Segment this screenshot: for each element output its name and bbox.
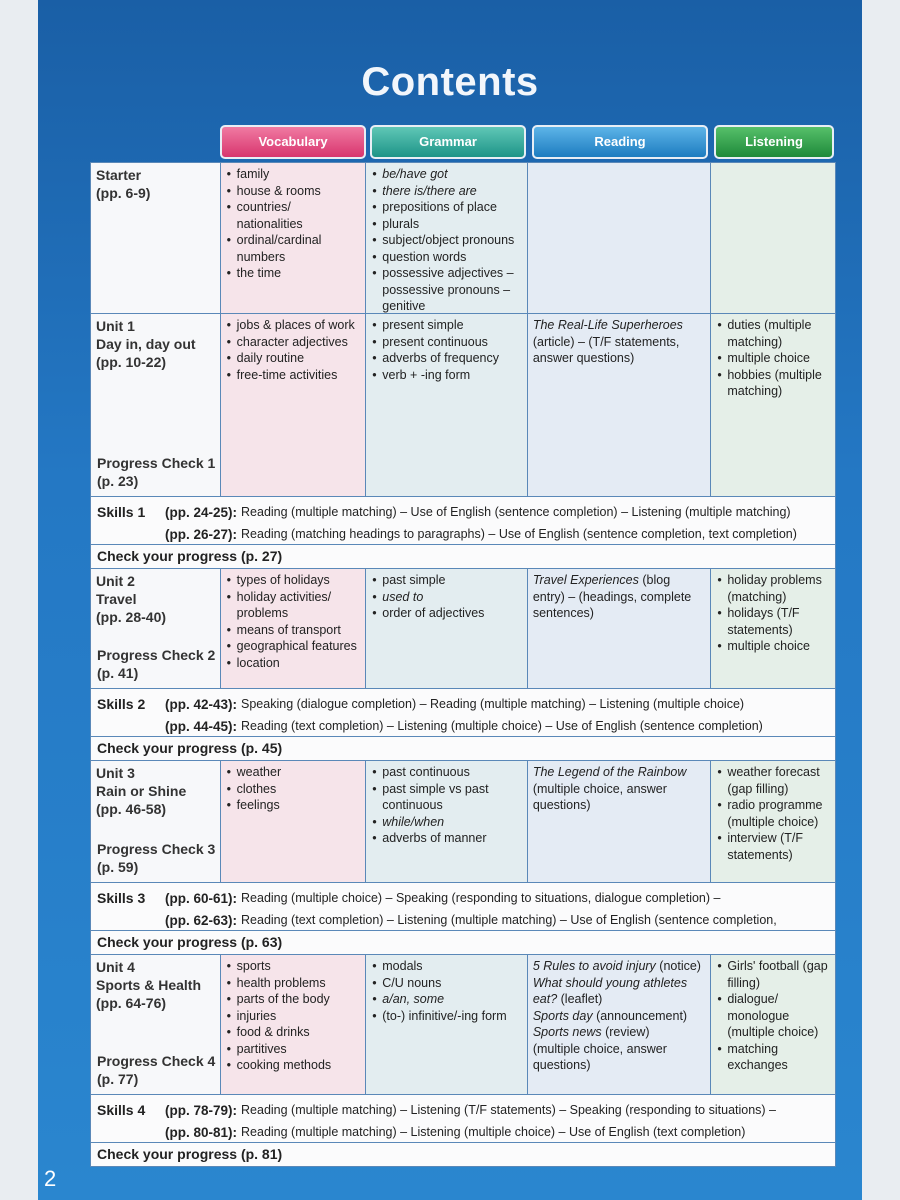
progress-check-label: Progress Check 2 [97,647,216,663]
list-item: • while/when [371,814,522,831]
skills-3-row [90,882,836,930]
reading-cell [528,163,712,313]
unit-name: Travel [96,591,137,607]
skills-pages: (pp. 26-27): [165,526,238,542]
unit-pages: (pp. 10-22) [96,354,167,370]
reading-desc: (review) [601,1025,650,1039]
list-item: • holidays (T/F statements) [716,605,830,638]
progress-check-page: (p. 23) [97,473,139,489]
unit-cell [91,314,221,496]
reading-cell [528,955,712,1094]
row-unit-2 [90,568,836,688]
skills-pages: (pp. 78-79): [165,1102,238,1118]
reading-title: Sports news [532,1025,602,1039]
list-item: • types of holidays [226,572,361,589]
list-item: • daily routine [226,350,361,367]
list-item: • character adjectives [226,334,361,351]
list-item: • interview (T/F statements) [716,830,830,863]
unit-name: Day in, day out [96,336,196,352]
progress-check-label: Progress Check 1 [97,455,216,471]
list-item: • location [226,655,361,672]
skills-4-row [90,1094,836,1142]
list-item: • matching exchanges [716,1041,830,1074]
row-starter [90,162,836,313]
list-item: • be/have got [371,166,522,183]
unit-cell [91,955,221,1094]
table-bottom-border [90,1166,836,1167]
list-item: • past simple [371,572,522,589]
list-item: • means of transport [226,622,361,639]
skills-pages: (pp. 80-81): [165,1124,238,1140]
reading-desc: (multiple choice, answer questions) [532,1041,667,1072]
reading-cell [528,569,712,688]
reading-title: Travel Experiences [532,573,639,587]
page-edge-left [0,0,38,1200]
grammar-cell [366,955,528,1094]
reading-desc: (announcement) [592,1008,688,1023]
reading-title: 5 Rules to avoid injury [532,959,656,973]
list-item: • geographical features [226,638,361,655]
list-item: • Girls' football (gap filling) [716,958,830,991]
list-item: • prepositions of place [371,199,522,216]
list-item: • clothes [226,781,361,798]
unit-title: Unit 1 [96,318,135,334]
skills-label: Skills 4 [97,1102,146,1118]
reading-title: What should young athletes eat? [532,975,688,1006]
unit-title: Unit 2 [96,573,135,589]
list-item: • verb + -ing form [371,367,522,384]
skills-pages: (pp. 62-63): [165,912,238,928]
page-edge-right [862,0,900,1200]
list-item: • hobbies (multiple matching) [716,367,830,400]
unit-title: Unit 4 [96,959,135,975]
reading-desc: (leaflet) [557,992,603,1006]
list-item: • weather forecast (gap filling) [716,764,830,797]
list-item: • multiple choice [716,638,830,655]
list-item: • multiple choice [716,350,830,367]
check-progress-3: Check your progress (p. 63) [90,930,836,954]
unit-cell [91,569,221,688]
reading-cell [528,761,712,882]
reading-desc: (notice) [655,959,701,973]
skills-pages: (pp. 44-45): [165,718,238,734]
list-item: • jobs & places of work [226,317,361,334]
unit-cell [91,761,221,882]
skills-text: Speaking (dialogue completion) – Reading (multiple matching) – Listening (multiple choice) [241,697,745,711]
list-item: • parts of the body [226,991,361,1008]
unit-pages: (pp. 28-40) [96,609,167,625]
check-progress-2: Check your progress (p. 45) [90,736,836,760]
list-item: • feelings [226,797,361,814]
vocabulary-cell [221,314,367,496]
skills-label: Skills 3 [97,890,146,906]
grammar-cell [366,163,528,313]
list-item: • radio programme (multiple choice) [716,797,830,830]
skills-2-row [90,688,836,736]
list-item: • family [226,166,361,183]
check-progress-4: Check your progress (p. 81) [90,1142,836,1166]
progress-check [97,840,215,876]
contents-page [38,0,862,1200]
vocabulary-cell [221,955,367,1094]
list-item: • modals [371,958,522,975]
list-item: • free-time activities [226,367,361,384]
reading-cell [528,314,712,496]
unit-pages: (pp. 64-76) [96,995,167,1011]
vocabulary-cell [221,761,367,882]
header-reading: Reading [532,125,708,159]
list-item: • plurals [371,216,522,233]
listening-cell [711,955,835,1094]
header-listening: Listening [714,125,834,159]
list-item: • present simple [371,317,522,334]
list-item: • (to-) infinitive/-ing form [371,1008,522,1025]
list-item: • house & rooms [226,183,361,200]
list-item: • injuries [226,1008,361,1025]
grammar-cell [366,314,528,496]
list-item: • possessive adjectives – possessive pronouns – genitive [371,265,522,313]
list-item: • adverbs of manner [371,830,522,847]
list-item: • question words [371,249,522,266]
list-item: • cooking methods [226,1057,361,1074]
unit-title: Unit 3 [96,765,135,781]
reading-desc: (article) – (T/F statements, answer questions) [532,334,680,365]
list-item: • countries/ nationalities [226,199,361,232]
list-item: • the time [226,265,361,282]
progress-check-page: (p. 59) [97,859,139,875]
list-item: • partitives [226,1041,361,1058]
skills-pages: (pp. 24-25): [165,504,238,520]
reading-title: Sports day [532,1008,593,1023]
reading-desc: (blog entry) – (headings, complete sentences) [532,573,692,620]
list-item: • food & drinks [226,1024,361,1041]
progress-check [97,646,215,682]
listening-cell [711,569,835,688]
grammar-cell [366,569,528,688]
reading-title: The Real-Life Superheroes [532,318,683,332]
list-item: • past continuous [371,764,522,781]
vocabulary-cell [221,163,367,313]
list-item: • present continuous [371,334,522,351]
list-item: • subject/object pronouns [371,232,522,249]
list-item: • duties (multiple matching) [716,317,830,350]
progress-check [97,1052,215,1088]
list-item: • dialogue/ monologue (multiple choice) [716,991,830,1041]
unit-name: Sports & Health [96,977,202,993]
row-unit-1 [90,313,836,496]
skills-1-row [90,496,836,544]
progress-check-label: Progress Check 4 [97,1053,216,1069]
unit-title: Starter [96,167,142,183]
header-grammar: Grammar [370,125,526,159]
progress-check-page: (p. 41) [97,665,139,681]
list-item: • used to [371,589,522,606]
row-unit-4 [90,954,836,1094]
grammar-cell [366,761,528,882]
list-item: • adverbs of frequency [371,350,522,367]
vocabulary-cell [221,569,367,688]
skills-label: Skills 2 [97,696,146,712]
header-vocabulary: Vocabulary [220,125,366,159]
unit-cell [91,163,221,313]
listening-cell [711,314,835,496]
skills-text: Reading (multiple choice) – Speaking (responding to situations, dialogue completion) – [241,891,721,905]
skills-pages: (pp. 60-61): [165,890,238,906]
listening-cell [711,163,835,313]
unit-pages: (pp. 6-9) [96,185,151,201]
unit-pages: (pp. 46-58) [96,801,167,817]
list-item: • holiday problems (matching) [716,572,830,605]
skills-text: Reading (multiple matching) – Use of English (sentence completion) – Listening (multiple matching) [241,505,791,519]
list-item: • holiday activities/ problems [226,589,361,622]
skills-text: Reading (text completion) – Listening (multiple matching) – Use of English (sentence completion, [241,913,777,927]
listening-cell [711,761,835,882]
list-item: • weather [226,764,361,781]
list-item: • order of adjectives [371,605,522,622]
skills-label: Skills 1 [97,504,146,520]
list-item: • C/U nouns [371,975,522,992]
list-item: • past simple vs past continuous [371,781,522,814]
progress-check [97,454,215,490]
progress-check-label: Progress Check 3 [97,841,216,857]
skills-text: Reading (text completion) – Listening (multiple choice) – Use of English (sentence completion) [241,719,763,733]
reading-desc: (multiple choice, answer questions) [532,781,667,812]
list-item: • sports [226,958,361,975]
page-number: 2 [44,1166,57,1191]
progress-check-page: (p. 77) [97,1071,139,1087]
check-progress-1: Check your progress (p. 27) [90,544,836,568]
unit-name: Rain or Shine [96,783,187,799]
list-item: • a/an, some [371,991,522,1008]
page-title: Contents [361,60,539,104]
skills-pages: (pp. 42-43): [165,696,238,712]
skills-text: Reading (multiple matching) – Listening (multiple choice) – Use of English (text completion) [241,1125,746,1139]
reading-title: The Legend of the Rainbow [532,765,687,779]
list-item: • health problems [226,975,361,992]
skills-text: Reading (multiple matching) – Listening (T/F statements) – Speaking (responding to situations) – [241,1103,777,1117]
list-item: • there is/there are [371,183,522,200]
row-unit-3 [90,760,836,882]
list-item: • ordinal/cardinal numbers [226,232,361,265]
skills-text: Reading (matching headings to paragraphs) – Use of English (sentence completion, text completion) [241,527,797,541]
